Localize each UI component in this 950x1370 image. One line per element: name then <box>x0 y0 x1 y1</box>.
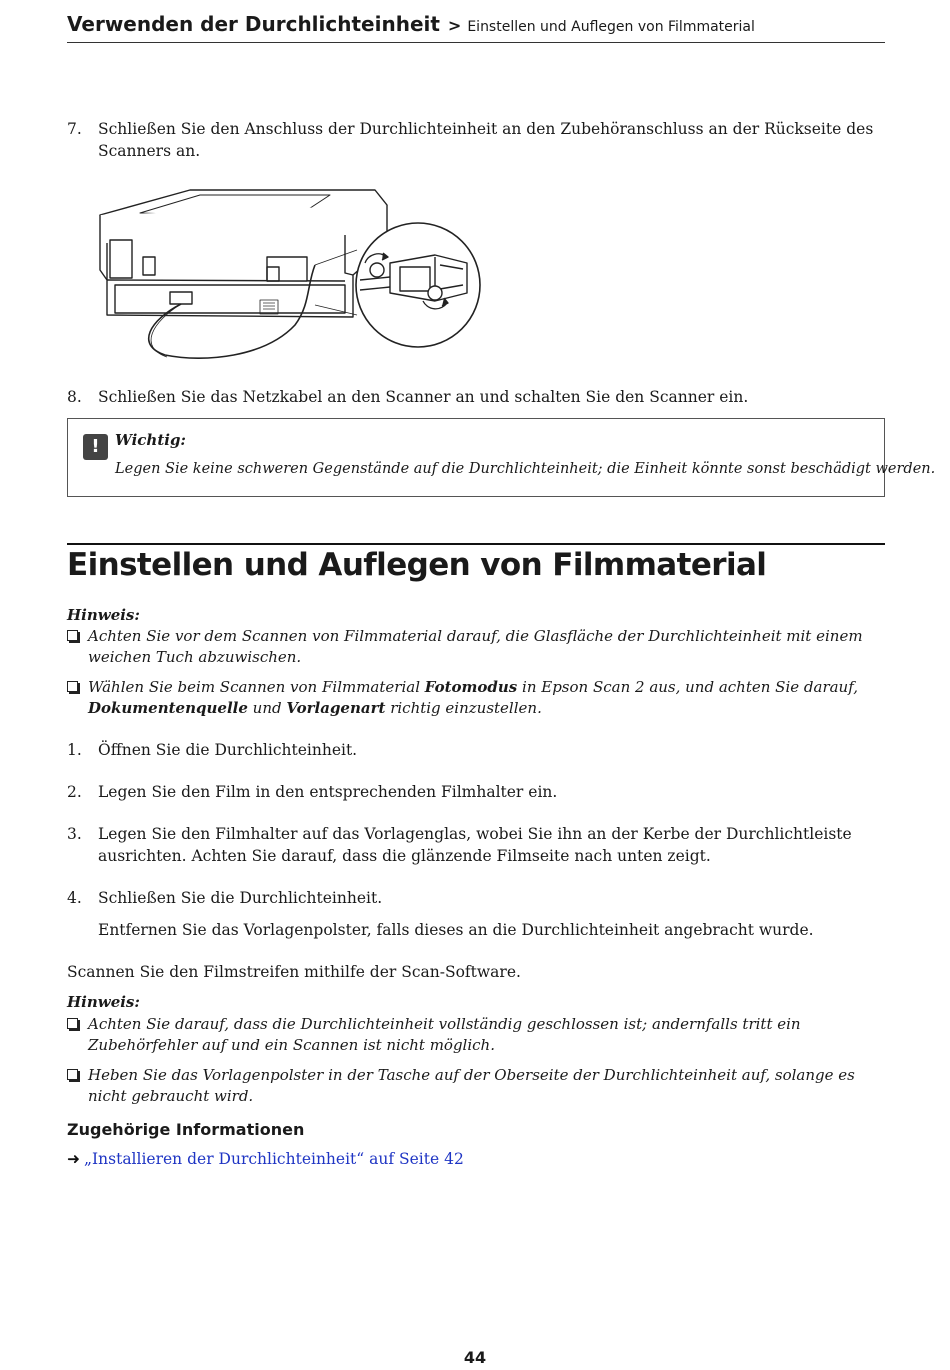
note-item-text: Heben Sie das Vorlagenpolster in der Tasche auf der Oberseite der Durchlichteinheit auf, solange es nicht gebraucht wird. <box>88 1066 855 1105</box>
step-text: Legen Sie den Film in den entsprechenden Filmhalter ein. <box>98 783 558 801</box>
step-8 <box>67 386 887 408</box>
step-number: 8. <box>67 388 82 406</box>
note-title: Hinweis: <box>67 606 140 624</box>
header-subsection-title: Einstellen und Auflegen von Filmmaterial <box>467 19 755 35</box>
related-link[interactable] <box>67 1150 464 1168</box>
related-info-heading: Zugehörige Informationen <box>67 1120 305 1139</box>
step-4-extra-text: Entfernen Sie das Vorlagenpolster, falls dieses an die Durchlichteinheit angebracht wurde. <box>98 921 814 939</box>
scanner-connector-illustration <box>95 185 485 360</box>
important-title: Wichtig: <box>115 431 186 449</box>
note-title: Hinweis: <box>67 993 140 1011</box>
note-item <box>67 677 887 719</box>
page-number: 44 <box>463 1348 487 1367</box>
checkbox-bullet-icon <box>67 630 78 641</box>
checkbox-bullet-icon <box>67 1018 78 1029</box>
step-text: Legen Sie den Filmhalter auf das Vorlagenglas, wobei Sie ihn an der Kerbe der Durchlichtleiste ausrichten. Achten Sie darauf, dass die glänzende Filmseite nach unten zeigt. <box>98 825 852 865</box>
step-number: 7. <box>67 120 82 138</box>
step-number: 1. <box>67 741 82 759</box>
step-1 <box>67 739 887 761</box>
step-4 <box>67 887 887 909</box>
menu-term: Fotomodus <box>424 678 518 696</box>
step-number: 2. <box>67 783 82 801</box>
step-2 <box>67 781 887 803</box>
note-item-text: Wählen Sie beim Scannen von Filmmaterial Fotomodus in Epson Scan 2 aus, und achten Sie darauf, Dokumentenquelle und Vorlagenart richtig einzustellen. <box>88 678 859 717</box>
step-text: Schließen Sie den Anschluss der Durchlichteinheit an den Zubehöranschluss an der Rückseite des Scanners an. <box>98 120 874 160</box>
exclamation-icon: ! <box>83 434 108 460</box>
step-7 <box>67 118 887 162</box>
running-header <box>67 12 885 43</box>
section-heading: Einstellen und Auflegen von Filmmaterial <box>67 543 885 584</box>
note-item-text: Achten Sie darauf, dass die Durchlichteinheit vollständig geschlossen ist; andernfalls tritt ein Zubehörfehler auf und ein Scannen ist nicht möglich. <box>88 1015 801 1054</box>
arrow-right-icon: ➜ <box>67 1150 80 1168</box>
checkbox-bullet-icon <box>67 681 78 692</box>
note-item-text: Achten Sie vor dem Scannen von Filmmaterial darauf, die Glasfläche der Durchlichteinheit mit einem weichen Tuch abzuwischen. <box>88 627 863 666</box>
header-section-title: Verwenden der Durchlichteinheit <box>67 12 440 36</box>
important-note-box <box>67 418 936 497</box>
header-separator: > <box>447 16 462 35</box>
note-item <box>67 1014 887 1056</box>
related-link-text[interactable]: „Installieren der Durchlichteinheit“ auf Seite 42 <box>84 1150 464 1168</box>
step-text: Schließen Sie die Durchlichteinheit. <box>98 889 383 907</box>
menu-term: Vorlagenart <box>286 699 386 717</box>
note-item <box>67 626 887 668</box>
step-number: 4. <box>67 889 82 907</box>
note-item <box>67 1065 887 1107</box>
step-3 <box>67 823 887 867</box>
step-text: Öffnen Sie die Durchlichteinheit. <box>98 741 358 759</box>
checkbox-bullet-icon <box>67 1069 78 1080</box>
important-text: Legen Sie keine schweren Gegenstände auf die Durchlichteinheit; die Einheit könnte sonst beschädigt werden. <box>115 461 936 477</box>
scan-instruction: Scannen Sie den Filmstreifen mithilfe der Scan-Software. <box>67 963 521 981</box>
menu-term: Dokumentenquelle <box>88 699 248 717</box>
step-text: Schließen Sie das Netzkabel an den Scanner an und schalten Sie den Scanner ein. <box>98 388 749 406</box>
step-number: 3. <box>67 825 82 843</box>
